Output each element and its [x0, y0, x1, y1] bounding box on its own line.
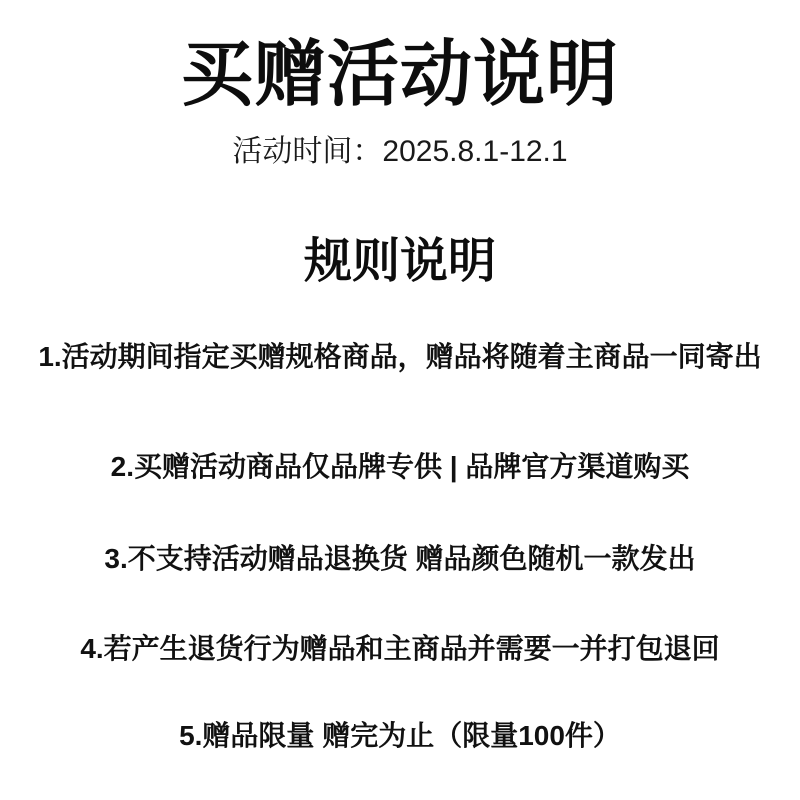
section-heading-rules: 规则说明 — [303, 235, 496, 289]
rules-list — [0, 341, 800, 752]
activity-time: 活动时间：2025.8.1-12.1 — [232, 135, 568, 169]
rule-item-4: 4.若产生退货行为赠品和主商品并需要一并打包退回 — [80, 632, 720, 664]
page-title: 买赠活动说明 — [180, 35, 619, 115]
rule-item-2: 2.买赠活动商品仅品牌专供 | 品牌官方渠道购买 — [110, 451, 690, 483]
rule-item-5: 5.赠品限量 赠完为止（限量100件） — [179, 719, 621, 751]
rule-item-3: 3.不支持活动赠品退换货 赠品颜色随机一款发出 — [104, 543, 696, 575]
rule-item-1: 1.活动期间指定买赠规格商品，赠品将随着主商品一同寄出 — [38, 340, 762, 372]
